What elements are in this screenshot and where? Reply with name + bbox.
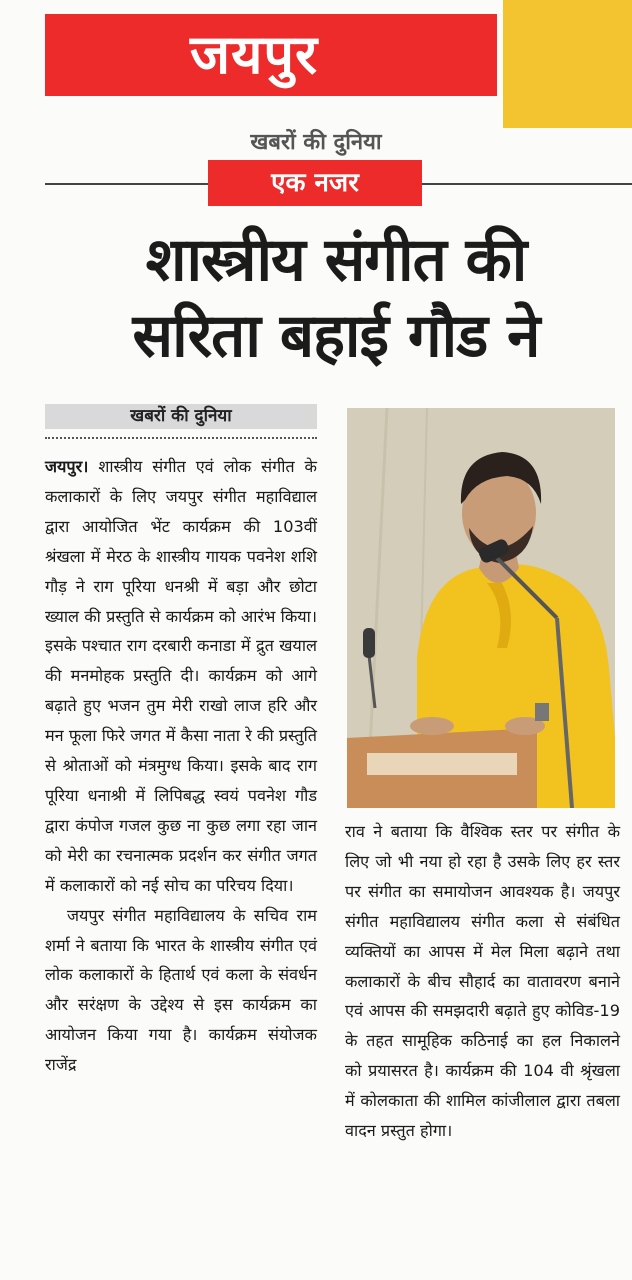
article-paragraph-2: जयपुर संगीत महाविद्यालय के सचिव राम शर्मा ने बताया कि भारत के शास्त्रीय संगीत एवं लोक कलाकारों के हितार्थ एवं कला के संवर्धन और सरंक्षण के उद्देश्य से इस कार्यक्रम का आयोजन किया गया है। कार्यक्रम संयोजक राजेंद्र xyxy=(45,905,317,1075)
article-column-right xyxy=(345,817,620,1146)
yellow-corner-block xyxy=(503,0,632,128)
paragraph-1-text: शास्त्रीय संगीत एवं लोक संगीत के कलाकारों के लिए जयपुर संगीत महाविद्याल द्वारा आयोजित भेंट कार्यक्रम की 103वीं श्रंखला में मेरठ के शास्त्रीय गायक पवनेश शशि गौड़ ने राग पूरिया धनश्री में बड़ा और छोटा ख्याल की प्रस्तुति से कार्यक्रम को आरंभ किया। इसके पश्चात राग दरबारी कनाडा में द्रुत खयाल की मनमोहक प्रस्तुति दी। कार्यक्रम को आगे बढ़ाते हुए भजन तुम मेरी राखो लाज हरि और मन फूला फिरे जगत में कैसा नाता रे की प्रस्तुति से श्रोताओं को मंत्रमुग्ध किया। इसके बाद राग पूरिया धनाश्री में लिपिबद्ध स्वयं पवनेश गौड द्वारा कंपोज गजल कुछ ना कुछ लगा रहा जान को मेरी का रचनात्मक प्रदर्शन कर संगीत जगत में कलाकारों को नई सोच का परिचय दिया। xyxy=(45,457,317,895)
singer-photo xyxy=(347,408,615,808)
city-title: जयपुर xyxy=(190,23,319,86)
article-paragraph-3: राव ने बताया कि वैश्विक स्तर पर संगीत के लिए जो भी नया हो रहा है उसके लिए हर स्तर पर संगीत का समायोजन आवश्यक है। जयपुर संगीत महाविद्यालय संगीत कला से संबंधित व्यक्तियों का आपस में मेल मिला बढ़ाने तथा कलाकारों के बीच सौहार्द का वातावरण बनाने एवं आपस की समझदारी बढ़ाते हुए कोविड-19 के तहत सामूहिक कठिनाई का हल निकालने को प्रयासरत है। कार्यक्रम की 104 वी श्रृंखला में कोलकाता की शामिल कांजीलाल द्वारा तबला वादन प्रस्तुत होगा। xyxy=(345,822,620,1141)
headline-line-1: शास्त्रीय संगीत की xyxy=(145,225,527,295)
dateline: जयपुर। xyxy=(45,457,89,476)
dotted-divider xyxy=(45,437,317,439)
singer-illustration xyxy=(347,408,615,808)
headline-line-2: सरिता बहाई गौड ने xyxy=(132,301,540,371)
tag-label: एक नजर xyxy=(271,168,359,198)
headline xyxy=(40,222,632,374)
byline: खबरों की दुनिया xyxy=(45,404,317,429)
article-column-left xyxy=(45,452,317,1080)
article-paragraph-1 xyxy=(45,452,317,901)
section-kicker: खबरों की दुनिया xyxy=(250,130,382,155)
